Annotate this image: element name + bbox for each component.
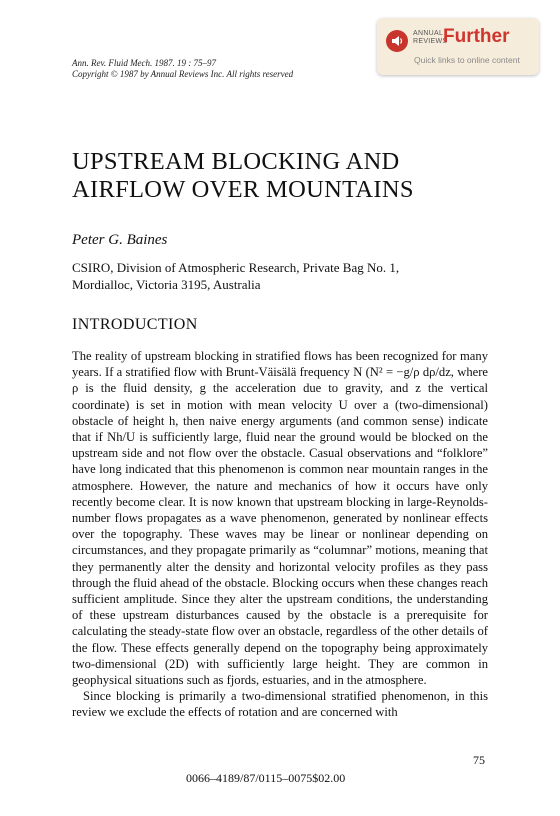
- page-number: 75: [473, 753, 485, 767]
- body-paragraph: The reality of upstream blocking in stratified flows has been recognized for many years. If a stratified flow with Brunt-Väisälä frequency N (N² = −g/ρ dρ/dz, where ρ is the fluid density, g the acceleration due to gravity, and z the vertical coordinate) is set in motion with mean velocity U over a (two-dimensional) obstacle of height h, then naive energy arguments (and common sense) indicate that if Nh/U is sufficiently large, fluid near the ground would be blocked on the upstream side and not flow over the obstacle. Casual observations and “folklore” have long indicated that this phenomenon is common near mountain ranges in the atmosphere. However, the nature and mechanics of how it occurs have only recently become clear. It is now known that upstream blocking in large-Reynolds-number flows propagates as a wave phenomenon, generated by nonlinear effects over the topography. These waves may be linear or nonlinear depending on circumstances, and they propagate primarily as “columnar” motions, meaning that they permanently alter the density and horizontal velocity profiles as they pass through the fluid ahead of the obstacle. Blocking occurs when these changes reach sufficient amplitude. Since they alter the upstream conditions, the understanding of these upstream disturbances caused by the obstacle is a prerequisite for calculating the steady-state flow over an obstacle, regardless of the other details of the flow. These effects generally depend on the topography being approximately two-dimensional (2D) with sufficiently large height. They are common in geophysical situations such as fjords, estuaries, and in the atmosphere.: [72, 349, 488, 688]
- article-title: [72, 148, 414, 204]
- journal-citation: [72, 58, 293, 80]
- body-paragraph: Since blocking is primarily a two-dimensional stratified phenomenon, in this review we exclude the effects of rotation and are concerned with: [72, 689, 488, 720]
- further-badge[interactable]: [377, 18, 539, 75]
- author-affiliation: [72, 259, 492, 293]
- section-heading: INTRODUCTION: [72, 316, 198, 333]
- author-name: Peter G. Baines: [72, 232, 168, 248]
- copyright-line: Copyright © 1987 by Annual Reviews Inc. All rights reserved: [72, 69, 294, 79]
- further-tagline[interactable]: Quick links to online content: [414, 55, 520, 65]
- citation-line-1: Ann. Rev. Fluid Mech. 1987. 19 : 75–97: [72, 58, 217, 68]
- affiliation-line-2: Mordialloc, Victoria 3195, Australia: [72, 277, 261, 292]
- brand-line-annual: ANNUAL: [413, 30, 444, 37]
- footer-code: 0066–4189/87/0115–0075$02.00: [186, 771, 346, 785]
- title-line-1: UPSTREAM BLOCKING AND: [72, 148, 400, 175]
- brand-line-reviews: REVIEWS: [413, 38, 448, 45]
- speaker-icon: [386, 30, 408, 52]
- title-line-2: AIRFLOW OVER MOUNTAINS: [72, 176, 414, 203]
- article-body: [72, 348, 488, 721]
- further-title[interactable]: Further: [443, 26, 510, 47]
- affiliation-line-1: CSIRO, Division of Atmospheric Research, Private Bag No. 1,: [72, 260, 400, 275]
